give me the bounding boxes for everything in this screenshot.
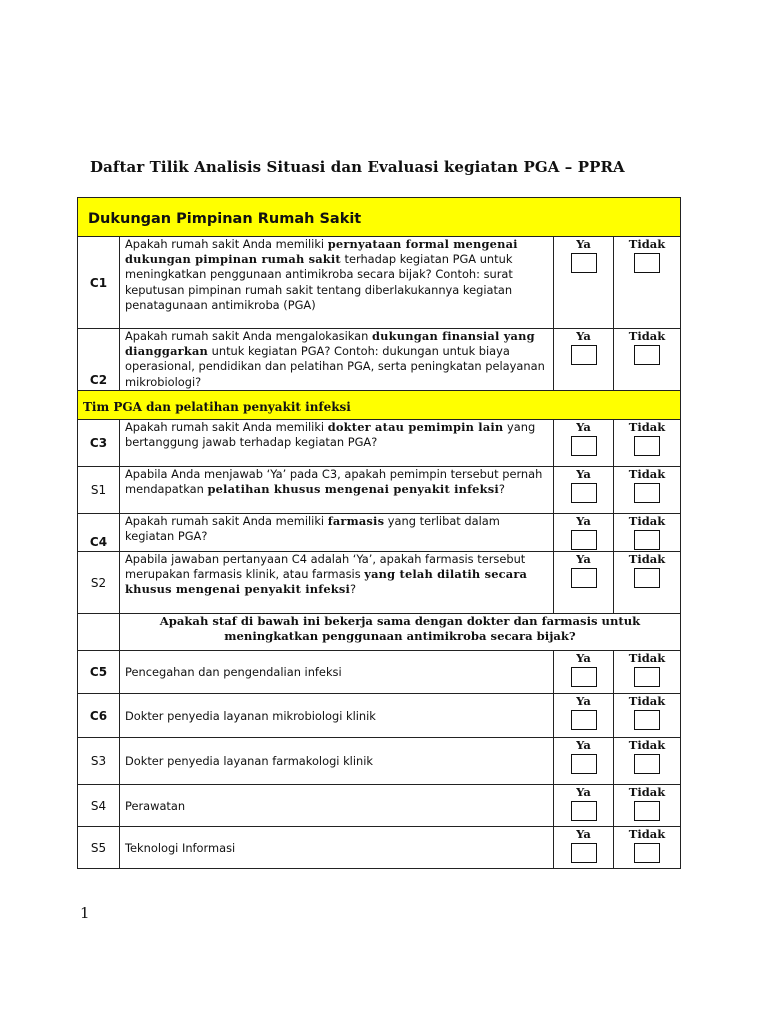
document-title: Daftar Tilik Analisis Situasi dan Evaluasi kegiatan PGA – PPRA (90, 158, 625, 176)
no-checkbox[interactable] (634, 801, 660, 821)
yes-label: Ya (576, 694, 591, 708)
answer-no (614, 514, 681, 552)
question-code: C1 (78, 237, 120, 329)
no-checkbox[interactable] (634, 530, 660, 550)
answer-yes (554, 694, 614, 738)
no-checkbox[interactable] (634, 483, 660, 503)
no-label: Tidak (628, 237, 666, 251)
answer-no (614, 237, 681, 329)
staff-code: S4 (78, 785, 120, 827)
question-row-s2 (78, 552, 681, 614)
yes-checkbox[interactable] (571, 667, 597, 687)
answer-no (614, 827, 681, 869)
no-checkbox[interactable] (634, 754, 660, 774)
staff-code: S3 (78, 738, 120, 785)
yes-label: Ya (576, 738, 591, 752)
empty-code-cell (78, 614, 120, 651)
yes-label: Ya (576, 420, 591, 434)
answer-no (614, 420, 681, 467)
answer-yes (554, 420, 614, 467)
section-title: Dukungan Pimpinan Rumah Sakit (88, 210, 362, 227)
no-label: Tidak (628, 552, 666, 566)
answer-no (614, 467, 681, 514)
question-code: S1 (78, 467, 120, 514)
yes-label: Ya (576, 552, 591, 566)
no-checkbox[interactable] (634, 253, 660, 273)
yes-label: Ya (576, 237, 591, 251)
answer-yes (554, 738, 614, 785)
question-code: C3 (78, 420, 120, 467)
answer-no (614, 552, 681, 614)
staff-label: Perawatan (120, 785, 554, 827)
answer-yes (554, 467, 614, 514)
no-label: Tidak (628, 785, 666, 799)
no-label: Tidak (628, 827, 666, 841)
question-text: Apakah rumah sakit Anda memiliki farmasis yang terlibat dalam kegiatan PGA? (120, 514, 554, 552)
yes-checkbox[interactable] (571, 483, 597, 503)
staff-row-s5 (78, 827, 681, 869)
no-label: Tidak (628, 514, 666, 528)
staff-row-c5 (78, 651, 681, 694)
yes-checkbox[interactable] (571, 843, 597, 863)
yes-label: Ya (576, 785, 591, 799)
question-row-s1 (78, 467, 681, 514)
no-label: Tidak (628, 467, 666, 481)
no-checkbox[interactable] (634, 843, 660, 863)
question-code: S2 (78, 552, 120, 614)
question-text: Apakah rumah sakit Anda mengalokasikan dukungan finansial yang dianggarkan untuk kegiatan PGA? Contoh: dukungan untuk biaya operasional, pendidikan dan pelatihan PGA, serta peningkatan pelayanan mikrobiologi? (120, 329, 554, 391)
group-question: Apakah staf di bawah ini bekerja sama dengan dokter dan farmasis untuk meningkatkan penggunaan antimikroba secara bijak? (120, 614, 681, 651)
staff-label: Dokter penyedia layanan farmakologi klinik (120, 738, 554, 785)
question-text: Apabila jawaban pertanyaan C4 adalah ‘Ya’, apakah farmasis tersebut merupakan farmasis klinik, atau farmasis yang telah dilatih secara khusus mengenai penyakit infeksi? (120, 552, 554, 614)
question-code: C4 (78, 514, 120, 552)
no-label: Tidak (628, 329, 666, 343)
answer-yes (554, 552, 614, 614)
yes-label: Ya (576, 827, 591, 841)
yes-checkbox[interactable] (571, 710, 597, 730)
no-label: Tidak (628, 738, 666, 752)
yes-label: Ya (576, 467, 591, 481)
no-checkbox[interactable] (634, 667, 660, 687)
no-label: Tidak (628, 420, 666, 434)
staff-label: Dokter penyedia layanan mikrobiologi klinik (120, 694, 554, 738)
staff-code: S5 (78, 827, 120, 869)
yes-checkbox[interactable] (571, 345, 597, 365)
question-text: Apabila Anda menjawab ‘Ya’ pada C3, apakah pemimpin tersebut pernah mendapatkan pelatihan khusus mengenai penyakit infeksi? (120, 467, 554, 514)
question-text: Apakah rumah sakit Anda memiliki dokter atau pemimpin lain yang bertanggung jawab terhadap kegiatan PGA? (120, 420, 554, 467)
yes-checkbox[interactable] (571, 253, 597, 273)
yes-checkbox[interactable] (571, 801, 597, 821)
group-question-row (78, 614, 681, 651)
answer-yes (554, 237, 614, 329)
no-checkbox[interactable] (634, 345, 660, 365)
yes-checkbox[interactable] (571, 436, 597, 456)
yes-label: Ya (576, 329, 591, 343)
answer-yes (554, 785, 614, 827)
answer-no (614, 329, 681, 391)
answer-no (614, 651, 681, 694)
question-text: Apakah rumah sakit Anda memiliki pernyataan formal mengenai dukungan pimpinan rumah sakit terhadap kegiatan PGA untuk meningkatkan penggunaan antimikroba secara bijak? Contoh: surat keputusan pimpinan rumah sakit tentang diberlakukannya kegiatan penatagunaan antimikroba (PGA) (120, 237, 554, 329)
answer-yes (554, 514, 614, 552)
no-checkbox[interactable] (634, 436, 660, 456)
question-row-c3 (78, 420, 681, 467)
yes-label: Ya (576, 514, 591, 528)
answer-yes (554, 329, 614, 391)
staff-row-s4 (78, 785, 681, 827)
staff-code: C6 (78, 694, 120, 738)
staff-label: Teknologi Informasi (120, 827, 554, 869)
section-header-team (78, 391, 681, 420)
question-row-c2 (78, 329, 681, 391)
page-number: 1 (80, 904, 90, 922)
yes-checkbox[interactable] (571, 754, 597, 774)
section-title: Tim PGA dan pelatihan penyakit infeksi (83, 399, 351, 414)
question-row-c4 (78, 514, 681, 552)
staff-code: C5 (78, 651, 120, 694)
checklist-table (77, 197, 681, 869)
answer-no (614, 738, 681, 785)
staff-row-s3 (78, 738, 681, 785)
staff-row-c6 (78, 694, 681, 738)
answer-yes (554, 651, 614, 694)
question-row-c1 (78, 237, 681, 329)
no-label: Tidak (628, 694, 666, 708)
yes-checkbox[interactable] (571, 568, 597, 588)
no-checkbox[interactable] (634, 568, 660, 588)
yes-label: Ya (576, 651, 591, 665)
answer-no (614, 785, 681, 827)
question-code: C2 (78, 329, 120, 391)
answer-no (614, 694, 681, 738)
yes-checkbox[interactable] (571, 530, 597, 550)
section-header-leadership (78, 198, 681, 237)
answer-yes (554, 827, 614, 869)
no-label: Tidak (628, 651, 666, 665)
staff-label: Pencegahan dan pengendalian infeksi (120, 651, 554, 694)
no-checkbox[interactable] (634, 710, 660, 730)
